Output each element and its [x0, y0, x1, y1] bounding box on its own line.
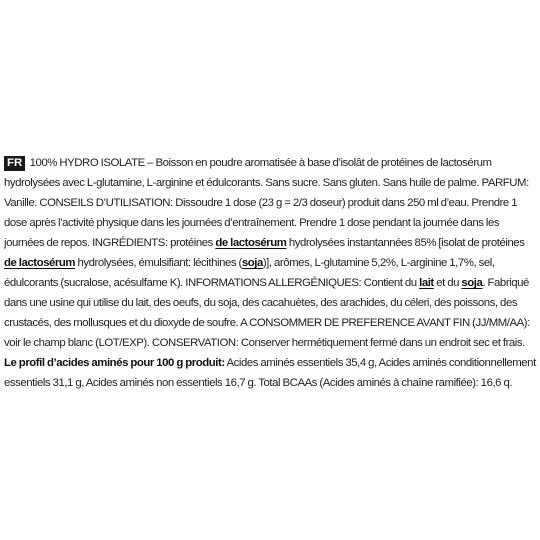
amino-acid-profile-heading: Le profil d’acides aminés pour 100 g produit:	[4, 357, 225, 369]
label-text-segment: 100% HYDRO ISOLATE – Boisson en poudre aromatisée à base d’isolât de protéines de lactosérum hydrolysées avec L-glutamine, L-arginine et édulcorants. Sans sucre. Sans gluten. Sans huile de palme. PARFUM: Vanille. CONSEILS D’UTILISATION: Dissoudre 1 dose (23 g = 2/3 doseur) produit dans 250 ml d’eau. Prendre 1 dose après l’activité physique dans les journées d’entraînement. Prendre 1 dose pendant la journée dans les journées de repos. INGRÉDIENTS: protéines	[4, 157, 529, 249]
label-text-segment: hydrolysées instantannées 85% [isolat de protéines	[286, 237, 525, 249]
allergen-soy: soja	[461, 277, 483, 289]
label-text-segment: hydrolysées, émulsifiant: lécithines (	[75, 257, 242, 269]
language-badge: FR	[4, 156, 25, 171]
label-text-segment: . Fabriqué dans une usine qui utilise du lait, des oeufs, du soja, des cacahuètes, des arachides, du céleri, des poissons, des crustacés, des mollusques et du dioxyde de soufre. A CONSOMMER DE PREFERENCE AVANT FIN (JJ/MM/AA): voir le champ blanc (LOT/EXP). CONSERVATION: Conserver hermétiquement fermé dans un endroit sec et frais.	[4, 277, 530, 349]
label-text-segment: )], arômes, L-glutamine 5,2%, L-arginine 1,7%, sel, édulcorants (sucralose, acésulfame K). INFORMATIONS ALLERGÉNIQUES: Contient du	[4, 257, 495, 289]
allergen-milk: lait	[419, 277, 434, 289]
allergen-soy: soja	[241, 257, 263, 269]
label-text-segment: et du	[433, 277, 462, 289]
label-text-segment: Acides aminés essentiels 35,4 g, Acides aminés conditionnellement essentiels 31,1 g, Acides aminés non essentiels 16,7 g. Total BCAAs (Acides aminés à chaîne ramifiée): 16,6 q.	[4, 357, 536, 389]
product-label-text	[4, 153, 536, 393]
allergen-whey: de lactosérum	[215, 237, 287, 249]
allergen-whey: de lactosérum	[4, 257, 76, 269]
